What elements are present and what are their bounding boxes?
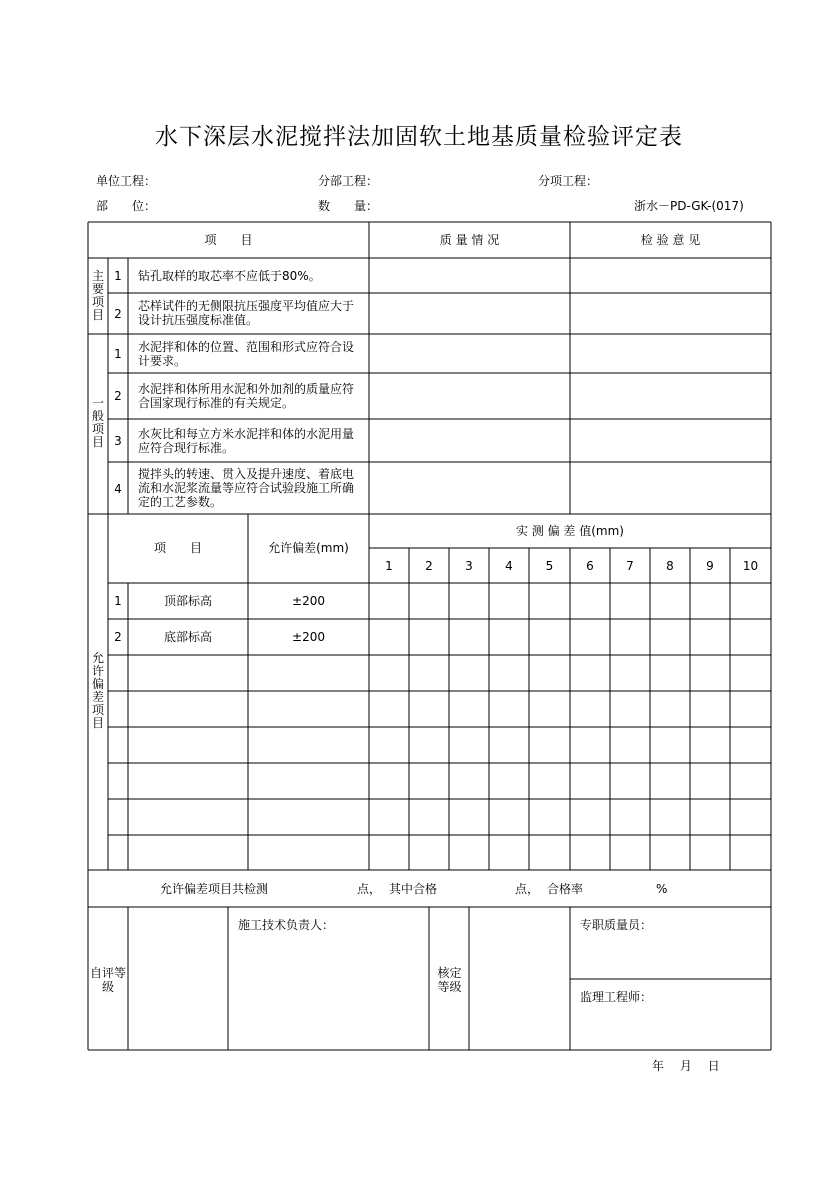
general-item-text: 水灰比和每立方米水泥拌和体的水泥用量应符合现行标准。 [138,427,355,455]
measure-number: 8 [666,559,674,573]
tolerance-row-allow: ±200 [292,630,325,644]
col-header-item: 项 目 [204,233,253,247]
summary-qualified: 其中合格 [389,882,438,896]
form-code: 浙水－PD-GK-(017) [634,199,744,213]
general-item-no: 1 [114,347,122,361]
unit-project-label: 单位工程： [96,174,157,188]
tolerance-row-no: 1 [114,594,122,608]
tolerance-item-header: 项 目 [153,541,202,555]
general-item-text: 水泥拌和体的位置、范围和形式应符合设计要求。 [138,340,355,368]
tolerance-row-item: 底部标高 [163,630,212,644]
summary-rate: 合格率 [547,882,584,896]
quality-officer-label: 专职质量员： [580,918,653,932]
tolerance-allow-header: 允许偏差(mm) [268,541,349,555]
tech-lead-label: 施工技术负责人： [238,918,335,932]
main-item-no: 2 [114,307,122,321]
measure-number: 2 [425,559,433,573]
supervisor-label: 监理工程师： [580,990,653,1004]
tolerance-group-label: 允许偏差项目 [91,651,104,730]
tolerance-row-allow: ±200 [292,594,325,608]
general-items-group-label: 一般项目 [91,396,104,449]
measure-number: 3 [465,559,473,573]
main-item-no: 1 [114,269,122,283]
main-item-text: 钻孔取样的取芯率不应低于80%。 [138,269,321,283]
quantity-label: 数 量： [318,199,379,213]
general-item-no: 4 [114,482,122,496]
measure-number: 7 [626,559,634,573]
measure-number: 4 [505,559,513,573]
col-header-quality: 质 量 情 况 [439,233,500,247]
general-item-no: 2 [114,389,122,403]
verify-label: 核定等级 [437,966,462,994]
date-label: 年 月 日 [652,1059,720,1073]
general-item-text: 搅拌头的转速、贯入及提升速度、着底电流和水泥浆流量等应符合试验段施工所确定的工艺参数。 [138,467,355,509]
summary-checked: 允许偏差项目共检测 [160,882,269,896]
summary-points2: 点， [515,882,540,896]
sub-project-label: 分部工程： [318,174,379,188]
item-project-label: 分项工程： [538,174,599,188]
self-eval-label: 自评等级 [90,966,127,994]
summary-points: 点， [357,882,382,896]
part-label: 部 位： [96,199,157,213]
summary-percent: % [656,882,668,896]
measure-number: 5 [545,559,554,573]
general-item-no: 3 [114,434,122,448]
general-item-text: 水泥拌和体所用水泥和外加剂的质量应符合国家现行标准的有关规定。 [138,382,355,410]
measure-number: 1 [385,559,393,573]
measure-number: 9 [706,559,714,573]
main-item-text: 芯样试件的无侧限抗压强度平均值应大于设计抗压强度标准值。 [138,299,355,327]
tolerance-row-no: 2 [114,630,122,644]
measure-number: 10 [742,559,759,573]
measured-header: 实 测 偏 差 值(mm) [515,524,624,538]
col-header-opinion: 检 验 意 见 [640,233,701,247]
page-title: 水下深层水泥搅拌法加固软土地基质量检验评定表 [155,124,683,150]
main-items-group-label: 主要项目 [91,269,104,322]
tolerance-row-item: 顶部标高 [163,594,212,608]
measure-number: 6 [586,559,594,573]
